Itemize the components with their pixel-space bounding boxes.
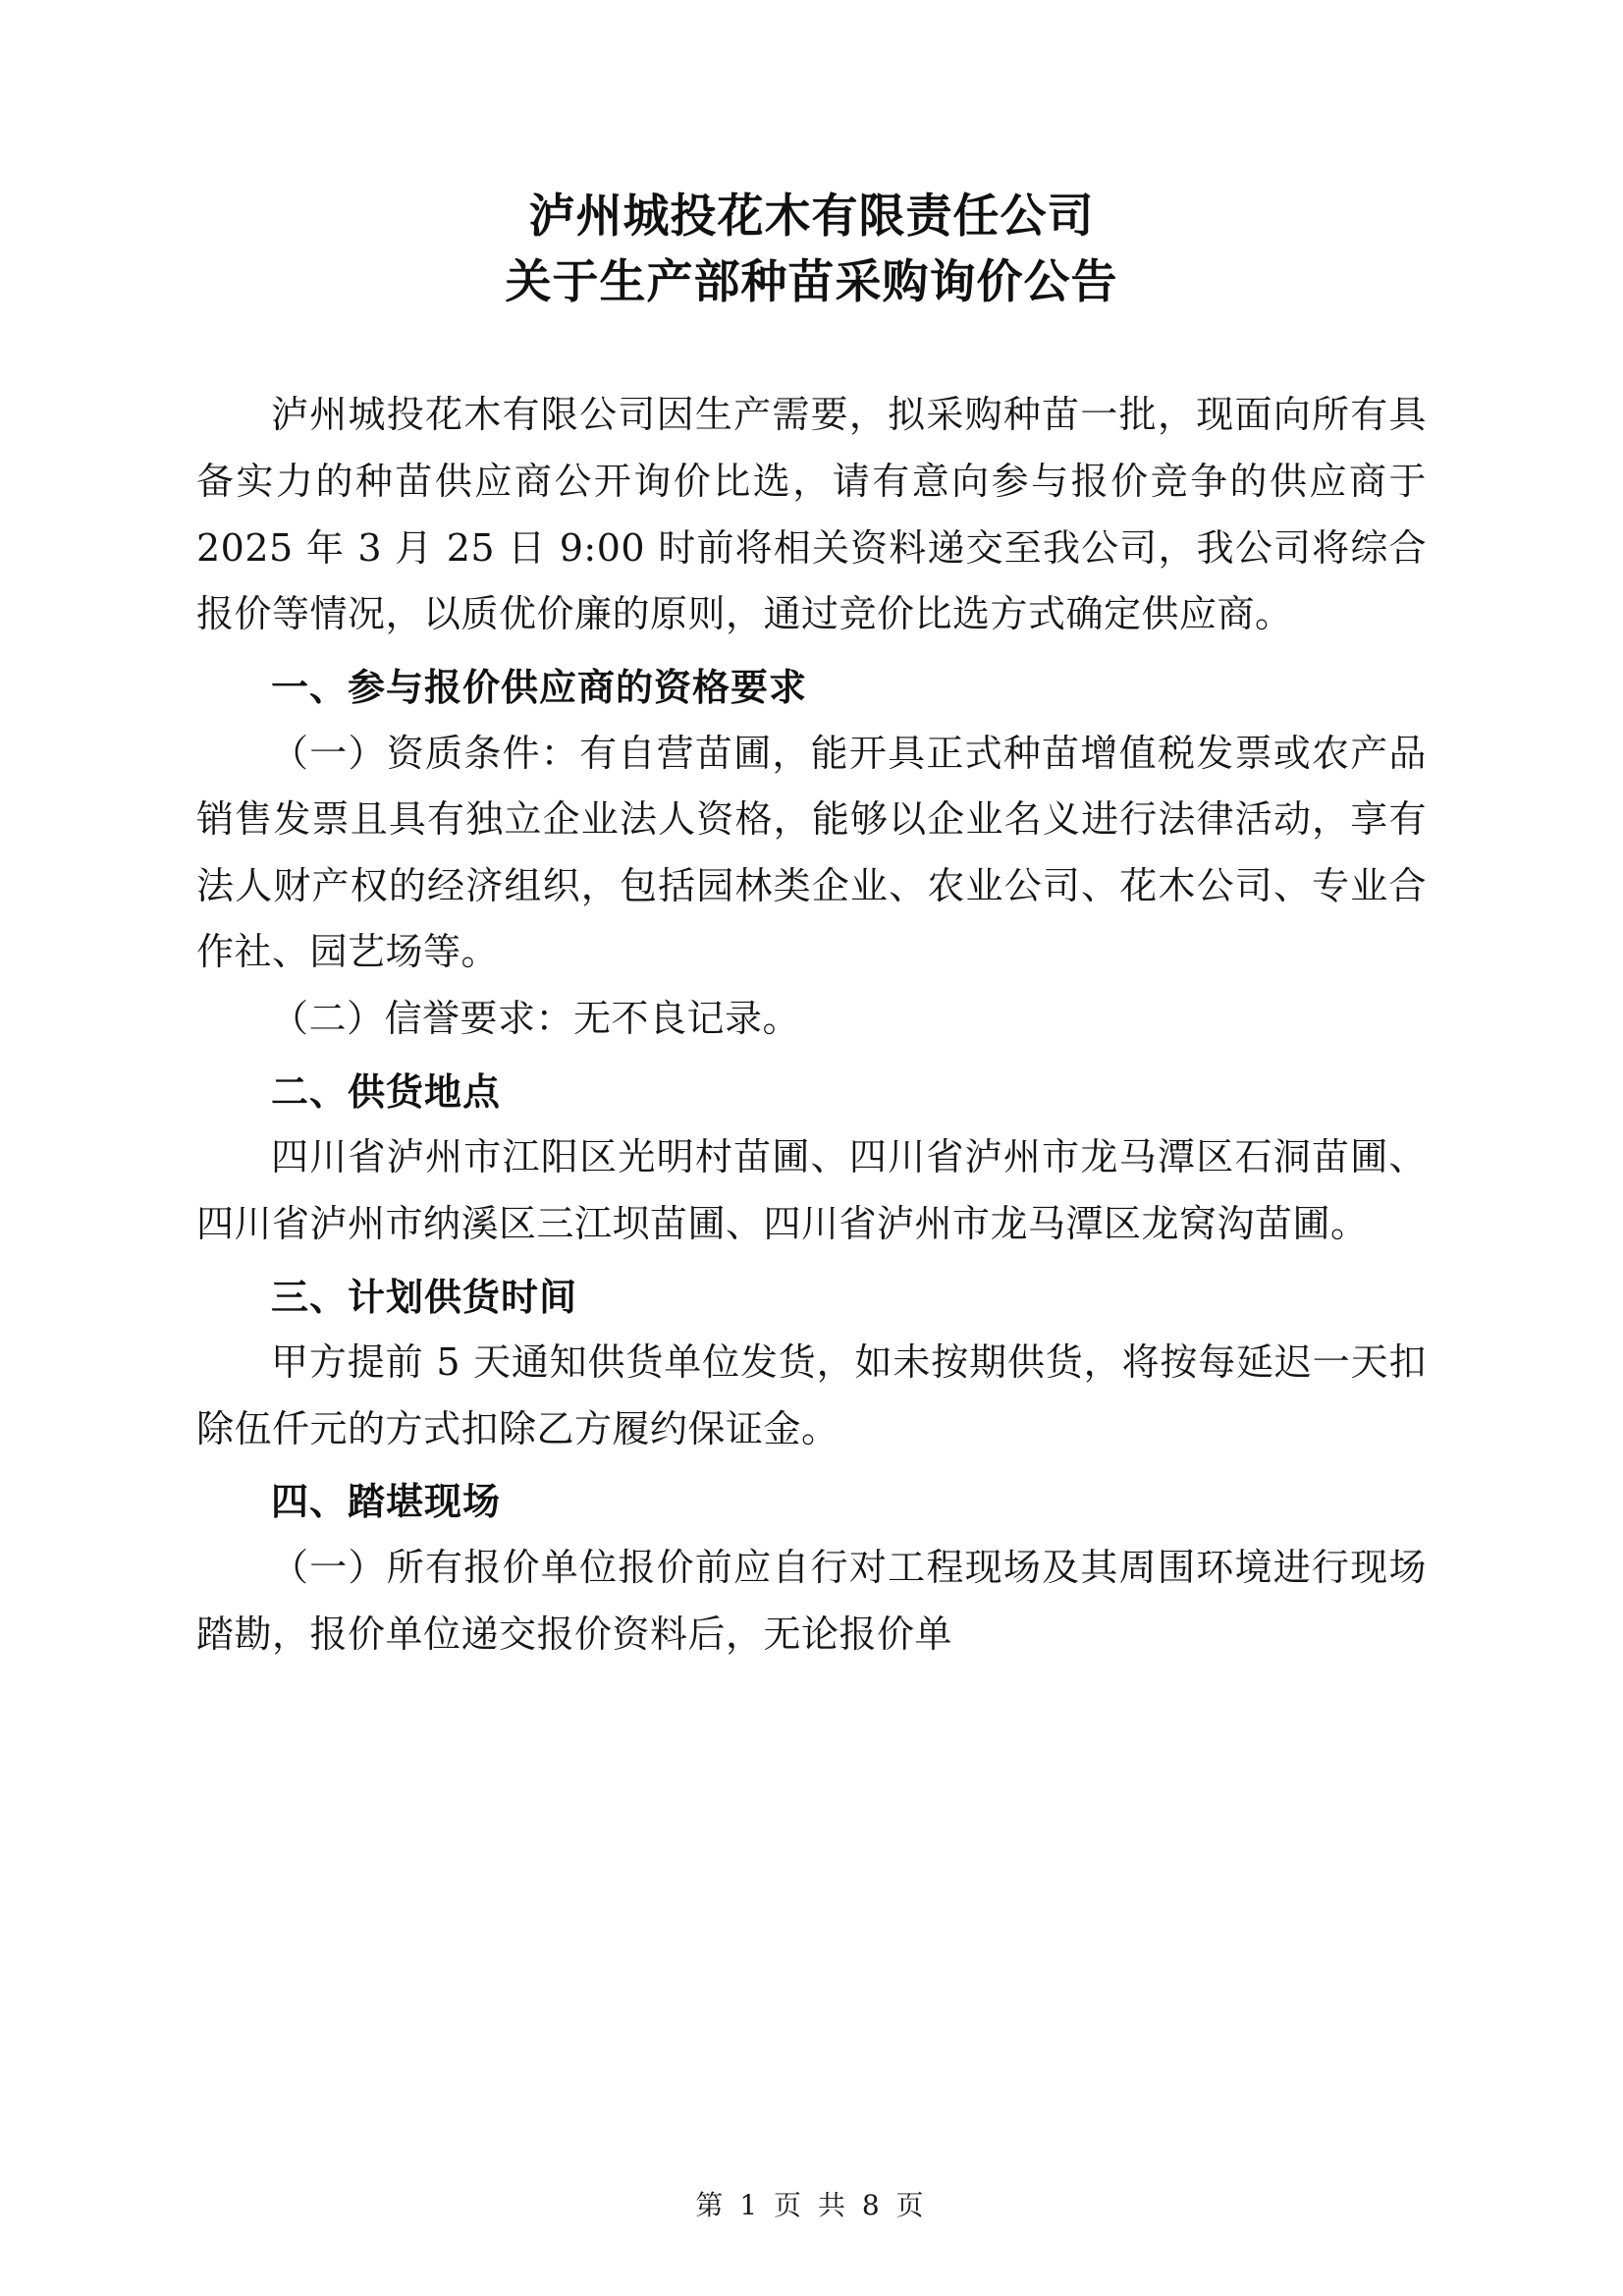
- paragraph-section-2-body: 四川省泸州市江阳区光明村苗圃、四川省泸州市龙马潭区石洞苗圃、四川省泸州市纳溪区三江坝苗圃、四川省泸州市龙马潭区龙窝沟苗圃。: [196, 1135, 1427, 1245]
- paragraph-section-1-item-2: （二）信誉要求：无不良记录。: [271, 997, 801, 1041]
- heading-section-3: 三、计划供货时间: [271, 1274, 578, 1319]
- paragraph-intro: 泸州城投花木有限公司因生产需要，拟采购种苗一批，现面向所有具备实力的种苗供应商公开询价比选，请有意向参与报价竞争的供应商于 2025 年 3 月 25 日 9:00 时前将相关资料递交至我公司，我公司将综合报价等情况，以质优价廉的原则，通过竞价比选方式确定供应商。: [196, 393, 1427, 636]
- paragraph-section-3-body: 甲方提前 5 天通知供货单位发货，如未按期供货，将按每延迟一天扣除伍仟元的方式扣除乙方履约保证金。: [196, 1340, 1427, 1450]
- document-body: [196, 382, 1427, 1667]
- title-line-1: 泸州城投花木有限责任公司: [528, 190, 1095, 244]
- heading-section-2: 二、供货地点: [271, 1068, 502, 1114]
- page-footer: 第 1 页 共 8 页: [695, 2189, 928, 2221]
- page-title: [196, 185, 1427, 315]
- paragraph-section-4-item-1: （一）所有报价单位报价前应自行对工程现场及其周围环境进行现场踏勘，报价单位递交报价资料后，无论报价单: [196, 1546, 1427, 1656]
- paragraph-section-1-item-1: （一）资质条件：有自营苗圃，能开具正式种苗增值税发票或农产品销售发票且具有独立企业法人资格，能够以企业名义进行法律活动，享有法人财产权的经济组织，包括园林类企业、农业公司、花木公司、专业合作社、园艺场等。: [196, 731, 1427, 974]
- heading-section-4: 四、踏堪现场: [271, 1479, 502, 1524]
- heading-section-1: 一、参与报价供应商的资格要求: [271, 664, 808, 709]
- title-line-2: 关于生产部种苗采购询价公告: [505, 254, 1118, 309]
